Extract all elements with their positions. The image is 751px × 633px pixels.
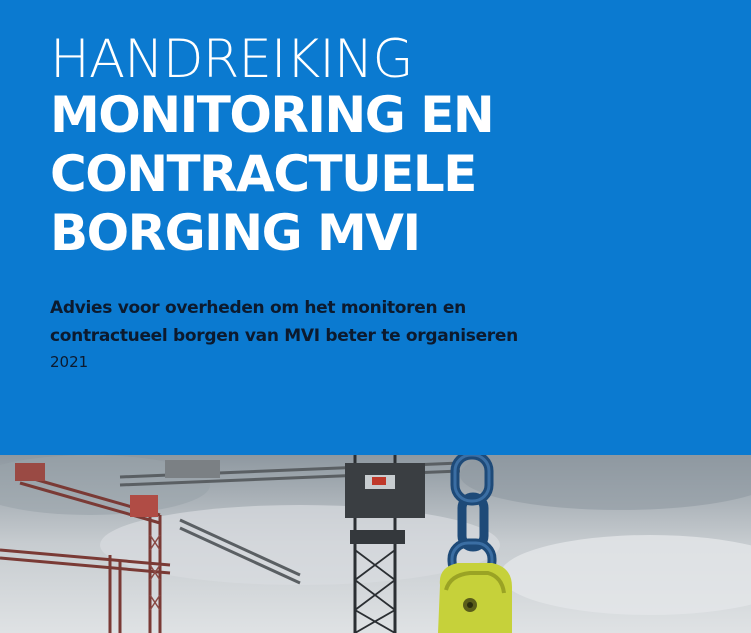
construction-cranes-chain-photo-icon	[0, 455, 751, 633]
publication-year: 2021	[50, 353, 89, 371]
subtitle	[50, 294, 518, 350]
title-prefix: HANDREIKING	[50, 29, 413, 90]
subtitle-line-1: Advies voor overheden om het monitoren en	[50, 298, 466, 318]
title-line-1: MONITORING EN	[50, 86, 494, 144]
subtitle-line-2: contractueel borgen van MVI beter te organiseren	[50, 326, 518, 346]
title-line-3: BORGING MVI	[50, 204, 420, 262]
cover-photo	[0, 455, 751, 633]
page-title	[50, 86, 493, 263]
title-line-2: CONTRACTUELE	[50, 145, 476, 203]
